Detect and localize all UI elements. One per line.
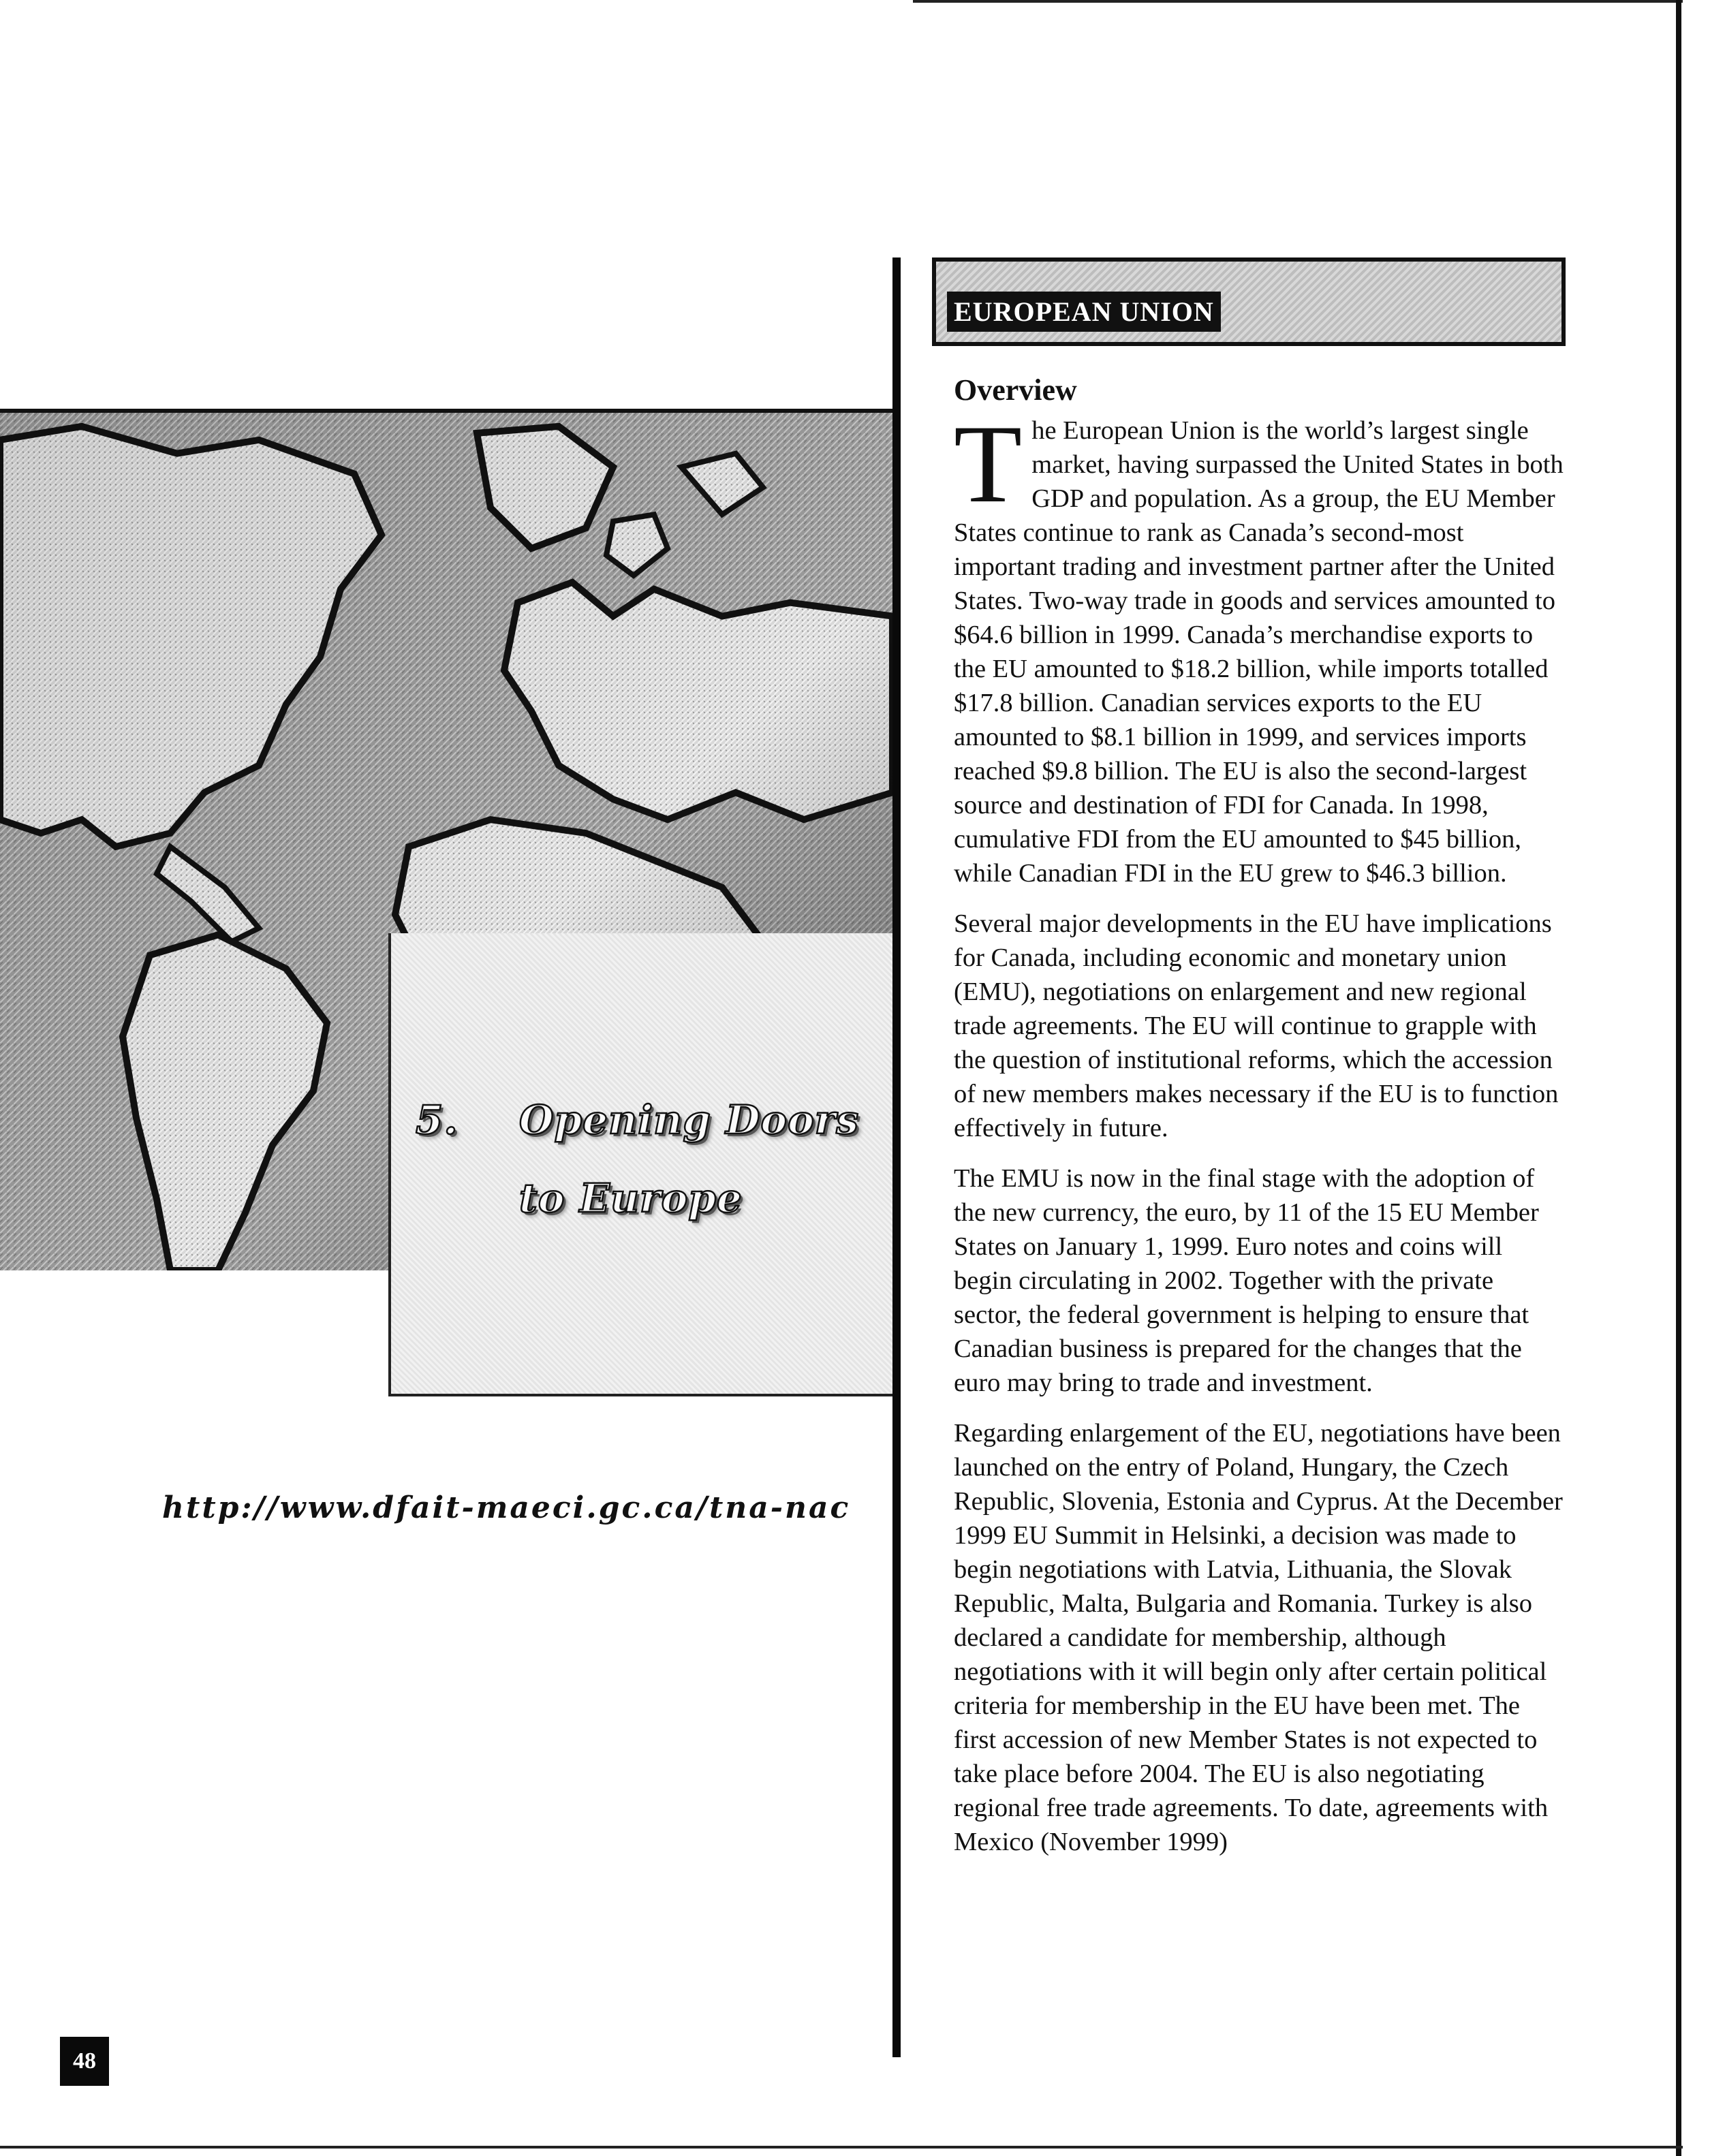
page-edge-right xyxy=(1676,0,1681,2156)
chapter-title-line-1: Opening Doors xyxy=(519,1097,859,1143)
section-banner-label: EUROPEAN UNION xyxy=(947,292,1221,332)
paragraph-2: Several major developments in the EU have implications for Canada, including economic and monetary union (EMU), negotiations on enlargement and new regional trade agreements. The EU will continue to grapple with the question of institutional reforms, which the accession of new members makes necessary if the EU is to function effectively in future. xyxy=(954,909,1559,1142)
paragraph-4: Regarding enlargement of the EU, negotiations have been launched on the entry of Poland, Hungary, the Czech Republic, Slovenia, Estonia and Cyprus. At the December 1999 EU Summit in Helsinki, a decision was made to begin negotiations with Latvia, Lithuania, the Slovak Republic, Malta, Bulgaria and Romania. Turkey is also declared a candidate for membership, although negotiations with it will begin only after certain political criteria for membership in the EU have been met. The first accession of new Member States is not expected to take place before 2004. The EU is also negotiating regional free trade agreements. To date, agreements with Mexico (November 1999) xyxy=(954,1419,1563,1856)
chapter-number: 5. xyxy=(416,1097,459,1143)
chapter-title-box xyxy=(388,933,892,1396)
paragraph-1 xyxy=(954,403,1564,890)
paragraph-3: The EMU is now in the final stage with the adoption of the new currency, the euro, by 11 of the 15 EU Member States on January 1, 1999. Euro notes and coins will begin circulating in 2002. Together with the private sector, the federal government is helping to ensure that Canadian business is prepared for the changes that the euro may bring to trade and investment. xyxy=(954,1164,1539,1397)
drop-cap: T xyxy=(954,403,1023,526)
chapter-title-line-2: to Europe xyxy=(519,1175,743,1221)
page-edge-top xyxy=(913,0,1683,3)
page-number: 48 xyxy=(60,2037,109,2086)
page-edge-bottom xyxy=(0,2146,1683,2149)
paragraph-1-text: he European Union is the world’s largest single market, having surpassed the United States in both GDP and population. As a group, the EU Member States continue to rank as Canada’s second-most important trading and investment partner after the United States. Two-way trade in goods and services amounted to $64.6 billion in 1999. Canada’s merchandise exports to the EU amounted to $18.2 billion, while imports totalled $17.8 billion. Canadian services exports to the EU amounted to $8.1 billion in 1999, and services imports reached $9.8 billion. The EU is also the second-largest source and destination of FDI for Canada. In 1998, cumulative FDI from the EU amounted to $45 billion, while Canadian FDI in the EU grew to $46.3 billion. xyxy=(954,416,1564,888)
column-divider xyxy=(892,257,901,2057)
website-url[interactable]: http://www.dfait-maeci.gc.ca/tna-nac xyxy=(162,1490,851,1525)
article-column xyxy=(954,371,1564,1875)
section-banner xyxy=(932,257,1566,346)
section-heading: Overview xyxy=(954,373,1077,407)
